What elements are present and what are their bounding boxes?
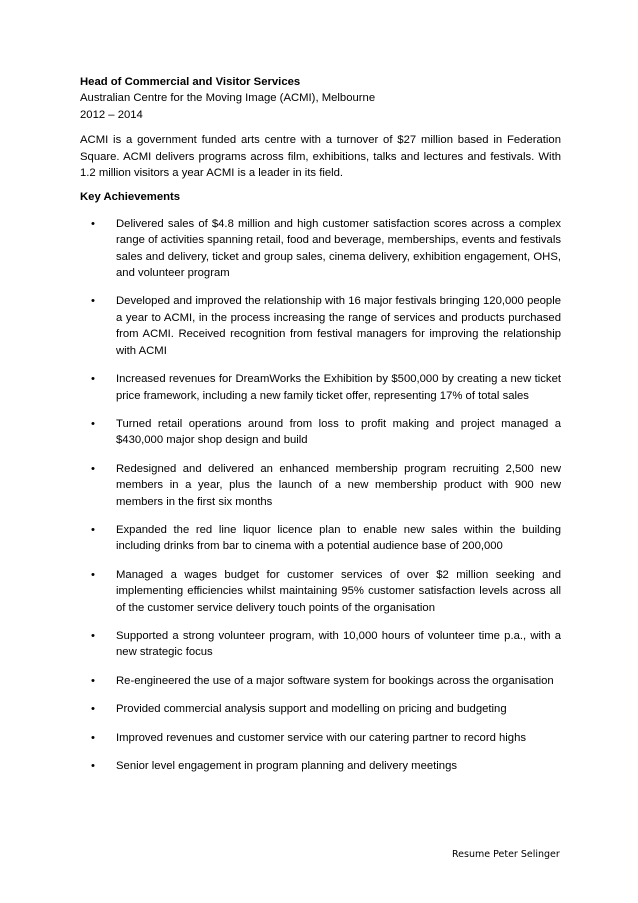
bullet-icon: • (91, 373, 95, 386)
employment-dates: 2012 – 2014 (80, 108, 143, 121)
achievement-item (80, 628, 561, 661)
bullet-icon: • (91, 523, 95, 536)
achievement-list (80, 216, 561, 775)
bullet-icon: • (91, 568, 95, 581)
achievement-text: Improved revenues and customer service with our catering partner to record highs (116, 731, 527, 744)
achievement-text: Developed and improved the relationship with 16 major festivals bringing 120,000 people a year to ACMI, in the process increasing the range of services and products purchased from ACMI. Received recognition from festival managers for improving the relationship with ACMI (116, 295, 561, 357)
achievement-text: Senior level engagement in program planning and delivery meetings (116, 760, 457, 772)
achievement-text: Re-engineered the use of a major software system for bookings across the organisation (116, 674, 554, 687)
achievement-item (80, 701, 561, 717)
bullet-icon: • (91, 703, 95, 716)
bullet-icon: • (91, 295, 95, 308)
key-achievements-heading: Key Achievements (80, 191, 181, 204)
bullet-icon: • (91, 674, 95, 687)
achievement-item (80, 758, 561, 774)
achievement-item (80, 371, 561, 404)
bullet-icon: • (91, 417, 95, 430)
achievement-item (80, 293, 561, 359)
job-title: Head of Commercial and Visitor Services (80, 76, 301, 88)
achievement-item (80, 730, 561, 746)
achievement-item (80, 567, 561, 616)
achievement-text: Increased revenues for DreamWorks the Exhibition by $500,000 by creating a new ticket price framework, including a new family ticket offer, representing 17% of total sales (116, 373, 561, 402)
bullet-icon: • (91, 462, 95, 475)
achievement-item (80, 522, 561, 555)
achievement-text: Delivered sales of $4.8 million and high customer satisfaction scores across a complex range of activities spanning retail, food and beverage, memberships, events and festivals sales and delivery, ticket and group sales, cinema delivery, exhibition engagement, OHS, and volunteer program (116, 217, 561, 280)
position-section (80, 74, 561, 786)
achievement-text: Provided commercial analysis support and modelling on pricing and budgeting (116, 703, 507, 716)
achievement-item (80, 673, 561, 689)
bullet-icon: • (91, 629, 95, 642)
achievement-text: Expanded the red line liquor licence plan to enable new sales within the building including drinks from bar to cinema with a potential audience base of 200,000 (116, 523, 561, 553)
achievement-item (80, 416, 561, 449)
achievement-item (80, 461, 561, 510)
achievement-text: Redesigned and delivered an enhanced membership program recruiting 2,500 new members in a year, plus the launch of a new membership product with 900 new members in the first six months (116, 462, 561, 508)
organisation-summary: ACMI is a government funded arts centre with a turnover of $27 million based in Federation Square. ACMI delivers programs across film, exhibitions, talks and lectures and festivals. With 1.2 million visitors a year ACMI is a leader in its field. (80, 134, 561, 180)
achievement-text: Supported a strong volunteer program, with 10,000 hours of volunteer time p.a., with a new strategic focus (116, 629, 561, 659)
organisation-name: Australian Centre for the Moving Image (ACMI), Melbourne (80, 92, 376, 105)
bullet-icon: • (91, 731, 95, 744)
achievement-text: Turned retail operations around from loss to profit making and project managed a $430,000 major shop design and build (116, 417, 561, 447)
bullet-icon: • (91, 217, 95, 230)
page-footer: Resume Peter Selinger (452, 849, 560, 860)
bullet-icon: • (91, 760, 95, 772)
achievement-item (80, 216, 561, 282)
achievement-text: Managed a wages budget for customer services of over $2 million seeking and implementing efficiencies whilst maintaining 95% customer satisfaction levels across all of the customer service delivery touch points of the organisation (116, 568, 561, 614)
